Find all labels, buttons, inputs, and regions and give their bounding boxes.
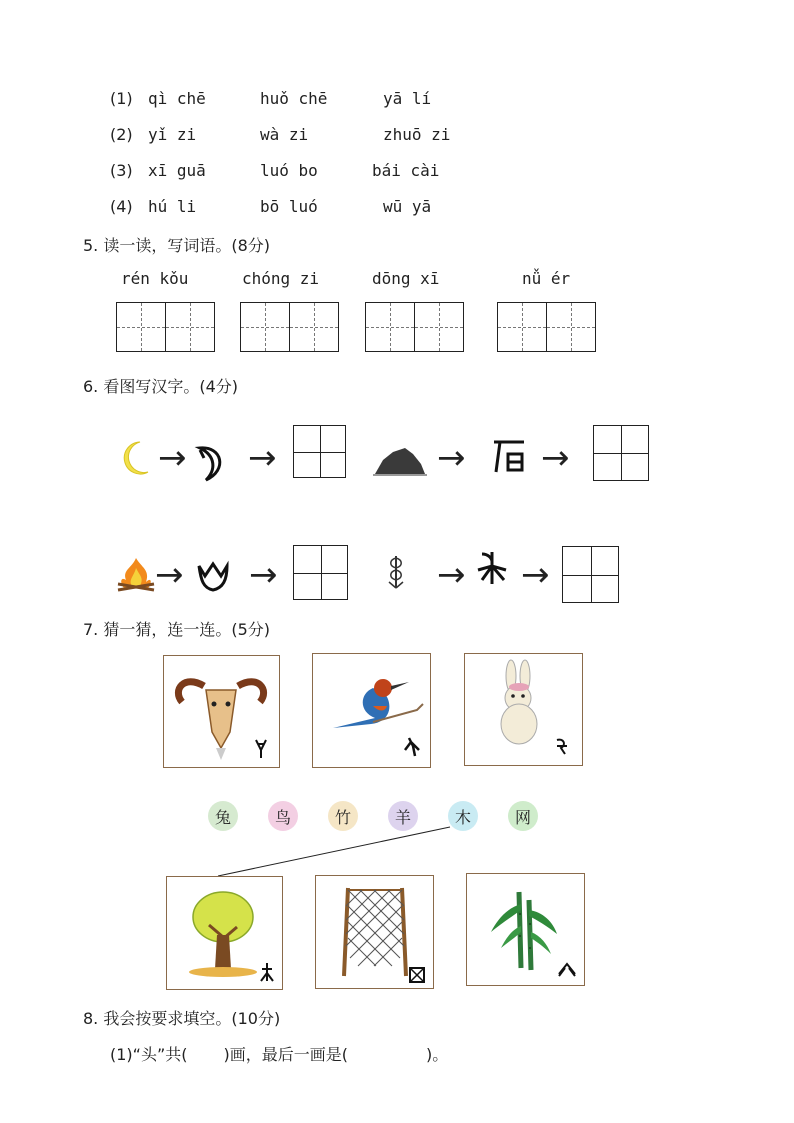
net-picture-card[interactable] [315,875,434,989]
tree-picture-card[interactable] [166,876,283,990]
q6-answer-box-2[interactable] [593,425,649,481]
q5-writing-grid-4[interactable] [497,302,596,352]
q4-row-4-word-3: wū yā [383,197,432,216]
q6-answer-box-1[interactable] [293,425,346,478]
arrow-icon: → [437,438,466,478]
stone-picture-icon [373,438,427,478]
q4-row-1-word-2: huǒ chē [260,89,328,108]
arrow-icon: → [248,438,277,478]
word-bubble-yang[interactable] [388,801,418,831]
q4-row-4-word-2: bō luó [260,197,318,216]
q7-title: 7. 猜一猜，连一连。(5分) [83,620,271,639]
q4-row-2-word-1: yǐ zi [148,125,197,144]
q6-title: 6. 看图写汉字。(4分) [83,377,239,396]
grid-cell[interactable] [366,303,415,351]
arrow-icon: → [155,555,184,595]
q4-row-1-word-1: qì chē [148,89,206,108]
word-bubble-niao[interactable] [268,801,298,831]
word-bubble-wang[interactable] [508,801,538,831]
fire-oracle-glyph-icon [195,560,231,594]
q5-writing-grid-3[interactable] [365,302,464,352]
q5-pinyin-2: chóng zi [242,269,320,288]
arrow-icon: → [249,555,278,595]
grid-cell[interactable] [415,303,463,351]
word-label: 网 [514,807,531,827]
q4-row-1-word-3: yā lí [383,89,432,108]
word-bubble-mu[interactable] [448,801,478,831]
q8-line-1-part-b: )画，最后一画是( [223,1045,348,1064]
grid-cell[interactable] [498,303,547,351]
q4-row-3-word-1: xī guā [148,161,206,180]
moon-oracle-glyph-icon [192,442,232,484]
q5-title: 5. 读一读，写词语。(8分) [83,236,271,255]
bird-picture-card[interactable] [312,653,431,768]
q8-line-1 [110,1042,448,1065]
q8-title: 8. 我会按要求填空。(10分) [83,1009,281,1028]
q6-answer-box-3[interactable] [293,545,348,600]
bamboo-icon [467,874,584,985]
grid-cell[interactable] [117,303,166,351]
word-label: 鸟 [274,807,291,827]
rabbit-picture-card[interactable] [464,653,583,766]
grid-cell[interactable] [241,303,290,351]
q5-writing-grid-1[interactable] [116,302,215,352]
q4-row-1-num: (1) [110,89,133,108]
arrow-icon: → [158,438,187,478]
arrow-icon: → [541,438,570,478]
bamboo-picture-card[interactable] [466,873,585,986]
q4-row-2-word-2: wà zi [260,125,309,144]
q5-pinyin-1: rén kǒu [121,269,189,288]
word-bubble-tu[interactable] [208,801,238,831]
rabbit-icon [465,654,582,765]
q4-row-2-num: (2) [110,125,133,144]
bird-icon [313,654,430,767]
word-label: 木 [454,807,471,827]
q8-line-1-part-a: (1)“头”共( [110,1045,188,1064]
q4-row-3-word-3: bái cài [372,161,440,180]
moon-picture-icon [118,438,154,478]
word-label: 兔 [214,807,231,827]
word-label: 竹 [334,807,351,827]
grain-oracle-glyph-icon [474,550,510,586]
goat-picture-card[interactable] [163,655,280,768]
grid-cell[interactable] [547,303,595,351]
tree-icon [167,877,282,989]
q6-answer-box-4[interactable] [562,546,619,603]
goat-icon [164,656,279,767]
word-label: 羊 [394,807,411,827]
grid-cell[interactable] [166,303,214,351]
q4-row-4-word-1: hú li [148,197,197,216]
q4-row-3-word-2: luó bo [260,161,318,180]
word-bubble-zhu[interactable] [328,801,358,831]
grain-picture-icon [383,552,409,590]
net-icon [316,876,433,988]
arrow-icon: → [437,555,466,595]
q4-row-2-word-3: zhuō zi [383,125,451,144]
q5-pinyin-4: nǚ ér [522,269,571,288]
grid-cell[interactable] [290,303,338,351]
q8-line-1-part-c: )。 [426,1045,449,1064]
q5-writing-grid-2[interactable] [240,302,339,352]
stone-oracle-glyph-icon [490,438,528,476]
q4-row-3-num: (3) [110,161,133,180]
q5-pinyin-3: dōng xī [372,269,440,288]
arrow-icon: → [521,555,550,595]
q4-row-4-num: (4) [110,197,133,216]
fire-picture-icon [116,556,156,592]
